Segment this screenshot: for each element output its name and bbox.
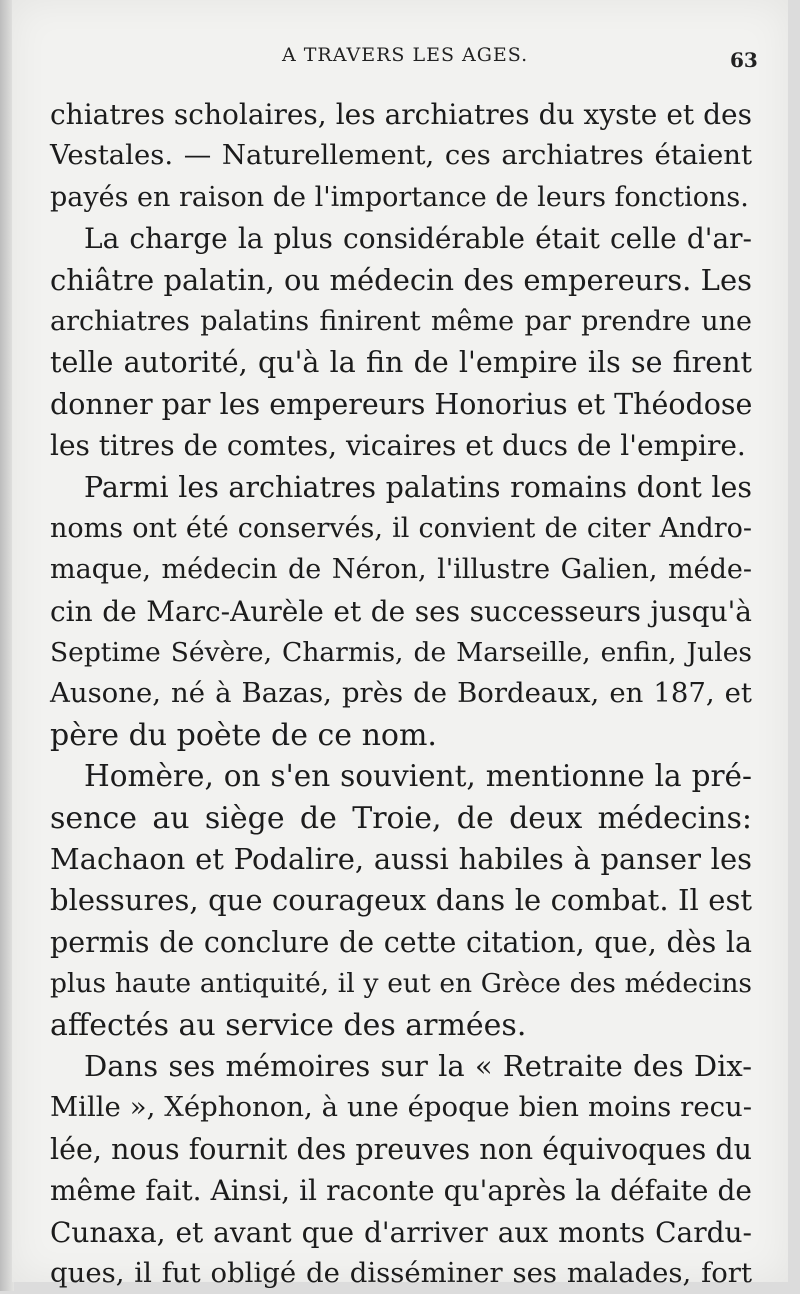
paragraph (50, 756, 752, 1046)
text-line: permis de conclure de cette citation, que, dès la (50, 925, 752, 959)
text-line: Ausone, né à Bazas, près de Bordeaux, en 187, et (50, 677, 752, 710)
text-line: telle autorité, qu'à la fin de l'empire ils se firent (50, 346, 752, 380)
text-line: payés en raison de l'importance de leurs fonctions. (50, 181, 749, 213)
text-line: les titres de comtes, vicaires et ducs de l'empire. (50, 429, 746, 463)
page-number: 63 (730, 48, 758, 72)
text-line: cin de Marc-Aurèle et de ses successeurs jusqu'à (50, 594, 752, 628)
text-line: archiatres palatins finirent même par prendre une (50, 305, 752, 337)
text-line: La charge la plus considérable était celle d'ar- (84, 222, 752, 256)
body-text (50, 94, 752, 1294)
text-line: lée, nous fournit des preuves non équivoques du (50, 1132, 752, 1166)
text-line: Machaon et Podalire, aussi habiles à panser les (50, 842, 752, 877)
paragraph (50, 1046, 752, 1294)
text-line: chiâtre palatin, ou médecin des empereurs. Les (50, 262, 752, 297)
running-head: A TRAVERS LES AGES. (282, 44, 529, 66)
paragraph (50, 218, 752, 466)
paragraph (50, 94, 752, 218)
paragraph (50, 467, 752, 757)
text-line: plus haute antiquité, il y eut en Grèce des médecins (50, 968, 752, 1000)
text-line: donner par les empereurs Honorius et Théodose (50, 387, 753, 421)
text-line: Dans ses mémoires sur la « Retraite des Dix- (84, 1048, 752, 1083)
text-line: père du poète de ce nom. (50, 717, 437, 753)
text-line: Mille », Xéphonon, à une époque bien moins recu- (50, 1091, 752, 1124)
text-line: sence au siège de Troie, de deux médecins: (50, 800, 752, 836)
text-line: Cunaxa, et avant que d'arriver aux monts Cardu- (50, 1215, 752, 1249)
text-line: blessures, que courageux dans le combat. Il est (50, 883, 752, 918)
text-line: noms ont été conservés, il convient de citer Andro- (50, 512, 752, 544)
text-line: Homère, on s'en souvient, mentionne la pré- (84, 759, 752, 794)
text-line: chiatres scholaires, les archiatres du xyste et des (50, 98, 752, 131)
text-line: maque, médecin de Néron, l'illustre Galien, méde- (50, 554, 752, 586)
text-line: affectés au service des armées. (50, 1007, 527, 1043)
text-line: Septime Sévère, Charmis, de Marseille, enfin, Jules (50, 637, 752, 669)
text-line: Vestales. — Naturellement, ces archiatres étaient (50, 139, 752, 172)
text-line: ques, il fut obligé de disséminer ses malades, fort (50, 1256, 752, 1289)
text-line: Parmi les archiatres palatins romains dont les (84, 470, 752, 504)
page-header (0, 44, 800, 74)
text-line: même fait. Ainsi, il raconte qu'après la défaite de (50, 1174, 752, 1208)
